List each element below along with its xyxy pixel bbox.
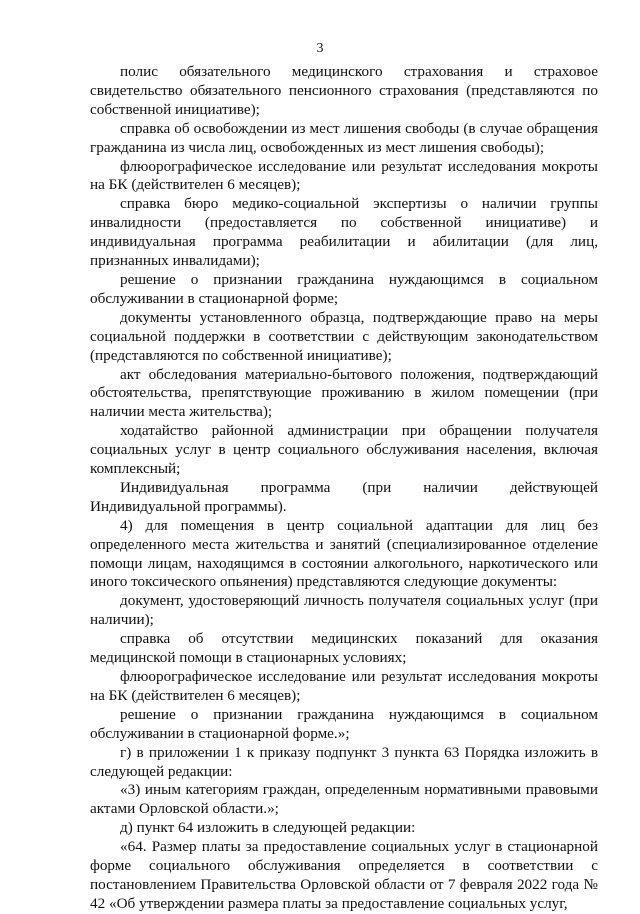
paragraph: полис обязательного медицинского страхования и страховое свидетельство обязательного пенсионного страхования (представляются по собственной инициативе); — [90, 63, 598, 118]
paragraph: д) пункт 64 изложить в следующей редакции: — [120, 819, 416, 837]
paragraph: флюорографическое исследование или результат исследования мокроты на БК (действителен 6 месяцев); — [90, 157, 598, 194]
document-body — [90, 63, 598, 914]
paragraph: решение о признании гражданина нуждающимся в социальном обслуживании в стационарной форме.»; — [90, 705, 598, 742]
paragraph: решение о признании гражданина нуждающимся в социальном обслуживании в стационарной форме; — [90, 270, 598, 307]
paragraph: справка об отсутствии медицинских показаний для оказания медицинской помощи в стационарных условиях; — [90, 630, 598, 667]
paragraph: документы установленного образца, подтверждающие право на меры социальной поддержки в соответствии с действующим законодательством (представляются по собственной инициативе); — [90, 308, 598, 364]
paragraph: 4) для помещения в центр социальной адаптации для лиц без определенного места жительства и занятий (специализированное отделение помощи лицам, находящимся в состоянии алкогольного, наркотического или иного токсического опьянения) представляются следующие документы: — [90, 516, 598, 591]
paragraph: акт обследования материально-бытового положения, подтверждающий обстоятельства, препятствующие проживанию в жилом помещении (при наличии места жительства); — [90, 365, 598, 421]
paragraph: справка бюро медико-социальной экспертизы о наличии группы инвалидности (предоставляется по собственной инициативе) и индивидуальная программа реабилитации и абилитации (для лиц, признанных инвалидами); — [90, 195, 598, 270]
paragraph: ходатайство районной администрации при обращении получателя социальных услуг в центр социального обслуживания населения, включая комплексный; — [90, 422, 598, 478]
paragraph: г) в приложении 1 к приказу подпункт 3 пункта 63 Порядка изложить в следующей редакции: — [90, 743, 598, 780]
paragraph: документ, удостоверяющий личность получателя социальных услуг (при наличии); — [90, 592, 598, 629]
paragraph: Индивидуальная программа (при наличии действующей Индивидуальной программы). — [90, 478, 598, 515]
paragraph: «3) иным категориям граждан, определенным нормативными правовыми актами Орловской области.»; — [90, 781, 598, 818]
paragraph: «64. Размер платы за предоставление социальных услуг в стационарной форме социального обслуживания определяется в соответствии с постановлением Правительства Орловской области от 7 февраля 2022 года № 42 «Об утверждении размера платы за предоставление социальных услуг, — [90, 838, 598, 912]
paragraph: флюорографическое исследование или результат исследования мокроты на БК (действителен 6 месяцев); — [90, 668, 598, 704]
paragraph: справка об освобождении из мест лишения свободы (в случае обращения гражданина из числа лиц, освобожденных из мест лишения свободы); — [90, 119, 598, 156]
page-number: 3 — [316, 41, 324, 56]
